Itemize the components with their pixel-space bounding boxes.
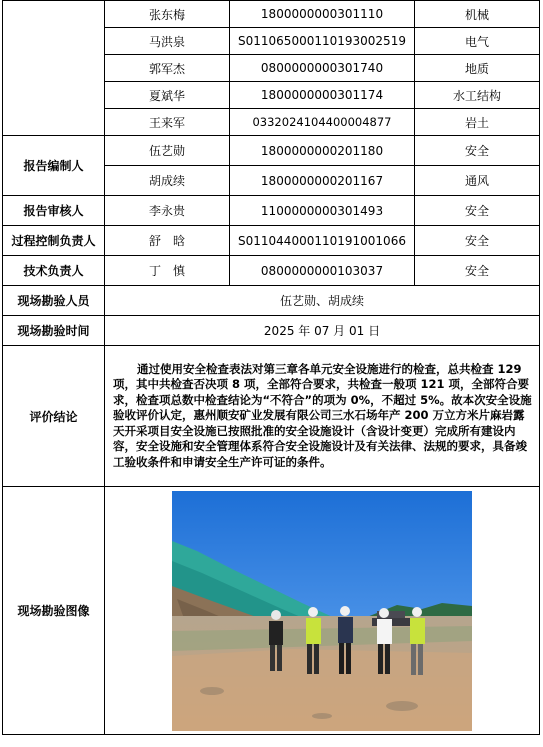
site-photo bbox=[172, 491, 472, 731]
process-control-cert: S011044000110191001066 bbox=[230, 226, 415, 256]
process-control-label: 过程控制负责人 bbox=[3, 226, 105, 256]
conclusion-label: 评价结论 bbox=[3, 346, 105, 487]
member-cert: 0332024104400004877 bbox=[230, 109, 415, 136]
site-inspectors-label: 现场勘验人员 bbox=[3, 286, 105, 316]
member-major: 电气 bbox=[415, 28, 540, 55]
reviewer-major: 安全 bbox=[415, 196, 540, 226]
site-image-label: 现场勘验图像 bbox=[3, 487, 105, 735]
member-cert: 1800000000301174 bbox=[230, 82, 415, 109]
process-control-name: 舒 晗 bbox=[105, 226, 230, 256]
reviewer-cert: 1100000000301493 bbox=[230, 196, 415, 226]
compiler-cert: 1800000000201180 bbox=[230, 136, 415, 166]
site-inspectors-value: 伍艺勋、胡成续 bbox=[105, 286, 540, 316]
site-image-cell bbox=[105, 487, 540, 735]
compiler-major: 安全 bbox=[415, 136, 540, 166]
member-cert: S011065000110193002519 bbox=[230, 28, 415, 55]
member-name: 马洪泉 bbox=[105, 28, 230, 55]
tech-lead-cert: 0800000000103037 bbox=[230, 256, 415, 286]
site-time-label: 现场勘验时间 bbox=[3, 316, 105, 346]
member-major: 地质 bbox=[415, 55, 540, 82]
member-name: 张东梅 bbox=[105, 1, 230, 28]
conclusion-text-cell bbox=[105, 346, 540, 487]
member-cert: 0800000000301740 bbox=[230, 55, 415, 82]
member-name: 夏斌华 bbox=[105, 82, 230, 109]
conclusion-text: 通过使用安全检查表法对第三章各单元安全设施进行的检查，总共检查 129 项，其中共检查否决项 8 项，全部符合要求，共检查一般项 121 项，全部符合要求，检查项总数中检查结论为“不符合”的项为 0%，不超过 5%。故本次安全设施验收评价认定，惠州顺安矿业发展有限公司三水石场年产 200 万立方米片麻岩露天开采项目安全设施已按照批准的安全设施设计（含设计变更）完成所有建设内容，安全设施和安全管理体系符合安全设施设计及有关法律、法规的要求，具备竣工验收条件和申请安全生产许可证的条件。 bbox=[113, 361, 532, 469]
compiler-major: 通风 bbox=[415, 166, 540, 196]
member-major: 岩土 bbox=[415, 109, 540, 136]
member-name: 郭军杰 bbox=[105, 55, 230, 82]
process-control-major: 安全 bbox=[415, 226, 540, 256]
compiler-name: 胡成续 bbox=[105, 166, 230, 196]
tech-lead-label: 技术负责人 bbox=[3, 256, 105, 286]
tech-lead-name: 丁 慎 bbox=[105, 256, 230, 286]
member-cert: 1800000000301110 bbox=[230, 1, 415, 28]
members-label-cell bbox=[3, 1, 105, 136]
personnel-table bbox=[2, 0, 540, 735]
tech-lead-major: 安全 bbox=[415, 256, 540, 286]
compiler-name: 伍艺勋 bbox=[105, 136, 230, 166]
reviewer-name: 李永贵 bbox=[105, 196, 230, 226]
compiler-cert: 1800000000201167 bbox=[230, 166, 415, 196]
report-reviewer-label: 报告审核人 bbox=[3, 196, 105, 226]
member-major: 机械 bbox=[415, 1, 540, 28]
member-major: 水工结构 bbox=[415, 82, 540, 109]
member-name: 王来军 bbox=[105, 109, 230, 136]
site-time-value: 2025 年 07 月 01 日 bbox=[105, 316, 540, 346]
report-compiler-label: 报告编制人 bbox=[3, 136, 105, 196]
